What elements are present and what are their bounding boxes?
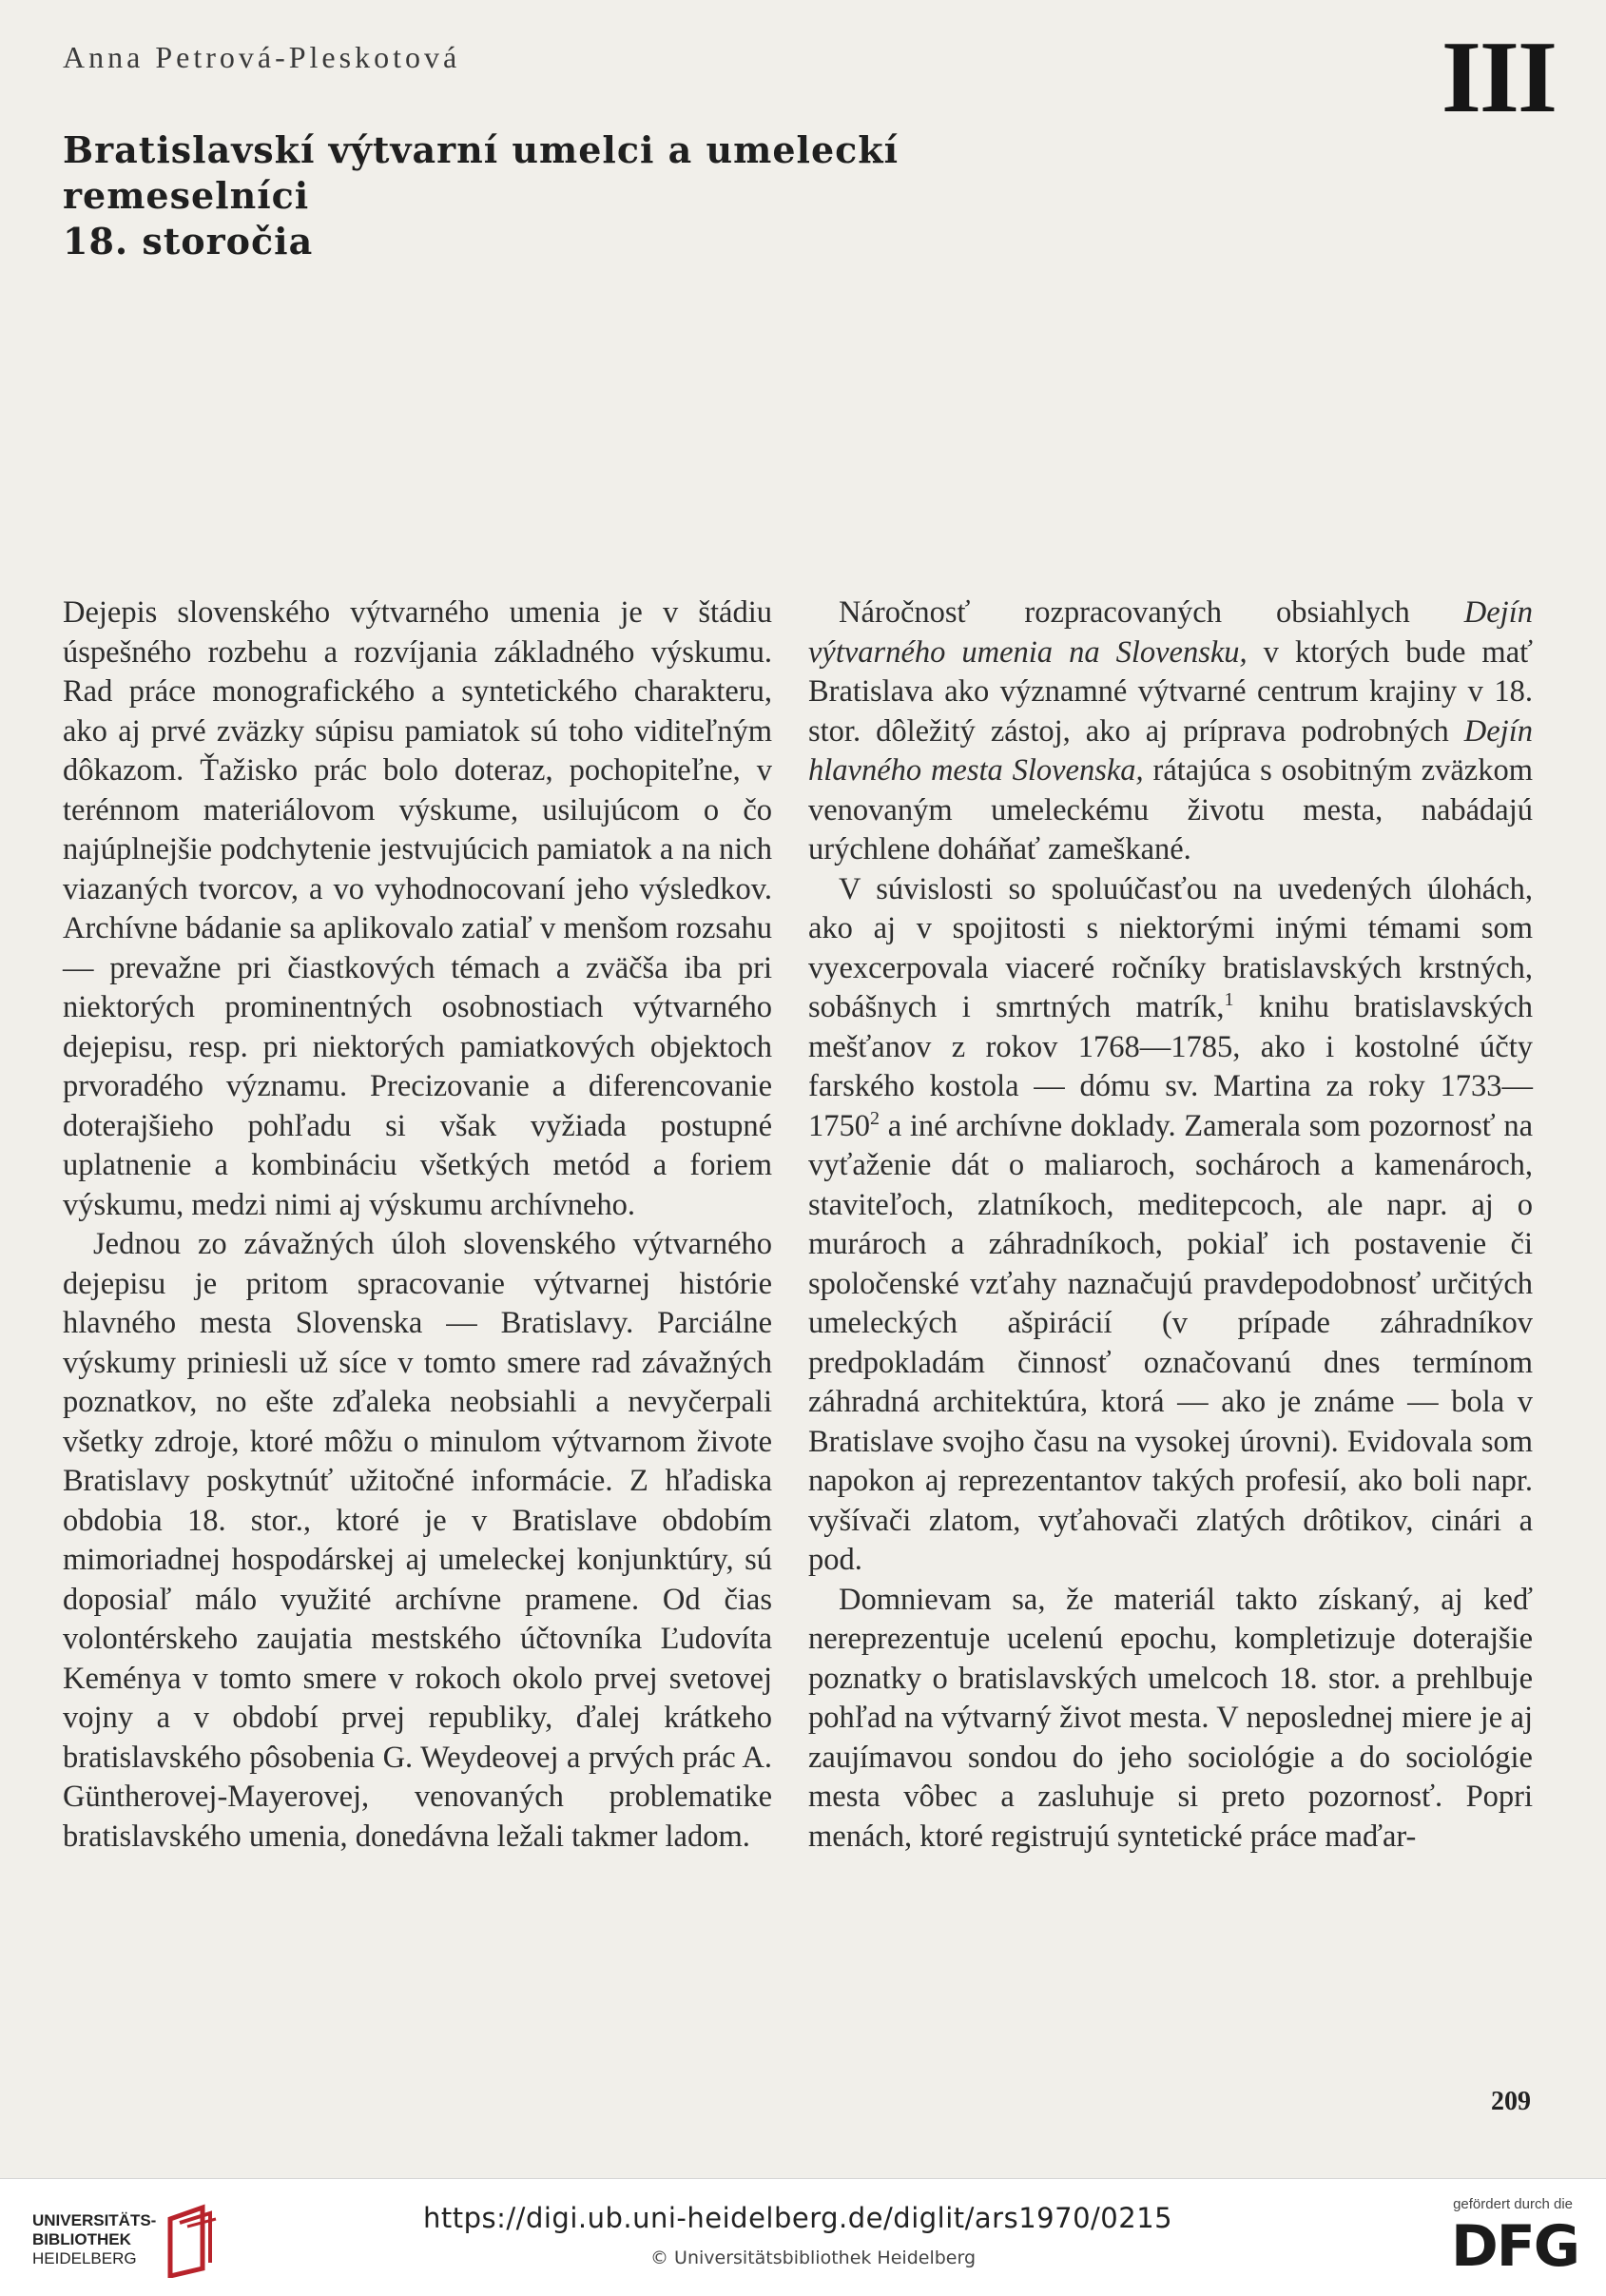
library-name-line-1: UNIVERSITÄTS- <box>32 2211 157 2229</box>
text-run: rátajúca s osobitným zväzkom venovaným umeleckému životu mesta, nabádajú urýchlene doháňať zameškané. <box>808 753 1533 866</box>
article-title <box>63 127 1156 264</box>
paragraph: Dejepis slovenského výtvarného umenia je v štádiu úspešného rozbehu a rozvíjania základného výskumu. Rad práce monografického a syntetického charakteru, ako aj prvé zväzky súpisu pamiatok sú toho viditeľným dôkazom. Ťažisko prác bolo doteraz, pochopiteľne, v terénnom materiálovom výskume, usilujúcom o čo najúplnejšie podchytenie jestvujúcich pamiatok a na nich viazaných tvorcov, a vo vyhodnocovaní jeho výsledkov. Archívne bádanie sa aplikovalo zatiaľ v menšom rozsahu — prevažne pri čiastkových témach a zväčša iba pri niektorých prominentných osobnostiach výtvarného dejepisu, resp. pri niektorých pamiatkových objektoch prvoradého významu. Precizovanie a diferencovanie doterajšieho pohľadu si však vyžiada postupné uplatnenie a kombináciu všetkých metód a foriem výskumu, medzi nimi aj výskumu archívneho. <box>63 595 772 1222</box>
page-number: 209 <box>1491 2087 1531 2116</box>
right-column <box>808 593 1533 1857</box>
viewer-footer <box>0 2178 1606 2296</box>
paragraph: Jednou zo závažných úloh slovenského výtvarného dejepisu je pritom spracovanie výtvarnej histórie hlavného mesta Slovenska — Bratislavy. Parciálne výskumy priniesli už síce v tomto smere rad závažných poznatkov, no ešte zďaleka neobsiahli a nevyčerpali všetky zdroje, ktoré môžu o minulom výtvarnom živote Bratislavy poskytnúť užitočné informácie. Z hľadiska obdobia 18. stor., ktoré je v Bratislave obdobím mimoriadnej hospodárskej aj umeleckej konjunktúry, sú doposiaľ málo využité archívne pramene. Od čias volontérskeho zaujatia mestského účtovníka Ľudovíta Keménya v tomto smere v rokoch okolo prvej svetovej vojny a v období prvej republiky, ďalej krátkeho bratislavského pôsobenia G. Weydeovej a prvých prác A. Güntherovej-Mayerovej, venovaných problematike bratislavského umenia, donedávna ležali takmer ladom. <box>63 1227 772 1854</box>
text-run: V súvislosti so spoluúčasťou na uvedených úlohách, ako aj v spojitosti s niektorými inými témami som vyexcerpovala viaceré ročníky bratislavských krstných, sobášnych i smrtných matrík, <box>808 871 1533 1024</box>
text-run: v ktorých bude mať Bratislava ako významné výtvarné centrum krajiny v 18. stor. dôležitý zástoj, ako aj príprava podrobných <box>808 634 1534 749</box>
library-name-line-3: HEIDELBERG <box>32 2249 137 2267</box>
copyright-notice: © Universitätsbibliothek Heidelberg <box>650 2247 977 2268</box>
paragraph <box>808 593 1533 870</box>
author-name: Anna Petrová-Pleskotová <box>63 40 461 74</box>
left-column <box>63 593 772 1857</box>
footnote-ref: 1 <box>1224 989 1234 1011</box>
title-line-1: Bratislavskí výtvarní umelci a umeleckí remeselníci <box>63 128 900 217</box>
paragraph: Domnievam sa, že materiál takto získaný, aj keď nereprezentuje ucelenú epochu, kompletizuje doterajšie poznatky o bratislavských umelcoch 18. stor. a prehlbuje pohľad na výtvarný život mesta. V neposlednej miere je aj zaujímavou sondou do jeho sociológie a do sociológie mesta vôbec a zasluhuje si preto pozornosť. Popri menách, ktoré registrujú syntetické práce maďar- <box>808 1582 1533 1854</box>
text-run: a iné archívne doklady. Zamerala som pozornosť na vyťaženie dát o maliaroch, sochároch a kamenároch, staviteľoch, zlatníkoch, meditepcoch, ale napr. aj o murároch a záhradníkoch, pokiaľ ich postavenie či spoločenské vzťahy naznačujú pravdepodobnosť určitých umeleckých ašpirácií (v prípade záhradníkov predpokladám činnosť označovanú dnes termínom záhradná architektúra, ktorá — ako je známe — bola v Bratislave svojho času na vysokej úrovni). Evidovala som napokon aj reprezentantov takých profesií, ako boli napr. vyšívači zlatom, vyťahovači zlatých drôtikov, cinári a pod. <box>808 1108 1533 1577</box>
library-emblem-icon <box>161 2202 220 2278</box>
library-name-line-2: BIBLIOTHEK <box>32 2230 131 2248</box>
text-run: knihu bratislavských mešťanov z rokov 1768—1785, ako i kostolné účty farského kostola — dómu sv. Martina za roky 1733—1750 <box>808 990 1534 1143</box>
italic-title: Dejín hlavného mesta Slovenska, <box>808 713 1533 788</box>
footnote-ref: 2 <box>870 1107 880 1129</box>
paragraph <box>808 870 1533 1581</box>
chapter-number: III <box>1441 21 1556 134</box>
funding-note: gefördert durch die <box>1453 2196 1573 2212</box>
italic-title: Dejín výtvarného umenia na Slovensku, <box>808 595 1533 670</box>
dfg-logo[interactable]: DFG <box>1450 2213 1578 2280</box>
permalink-url[interactable]: https://digi.ub.uni-heidelberg.de/diglit/ars1970/0215 <box>423 2202 1173 2234</box>
library-logo[interactable] <box>32 2202 251 2278</box>
title-line-2: 18. storočia <box>63 220 314 263</box>
text-run: Náročnosť rozpracovaných obsiahlych <box>839 595 1464 630</box>
